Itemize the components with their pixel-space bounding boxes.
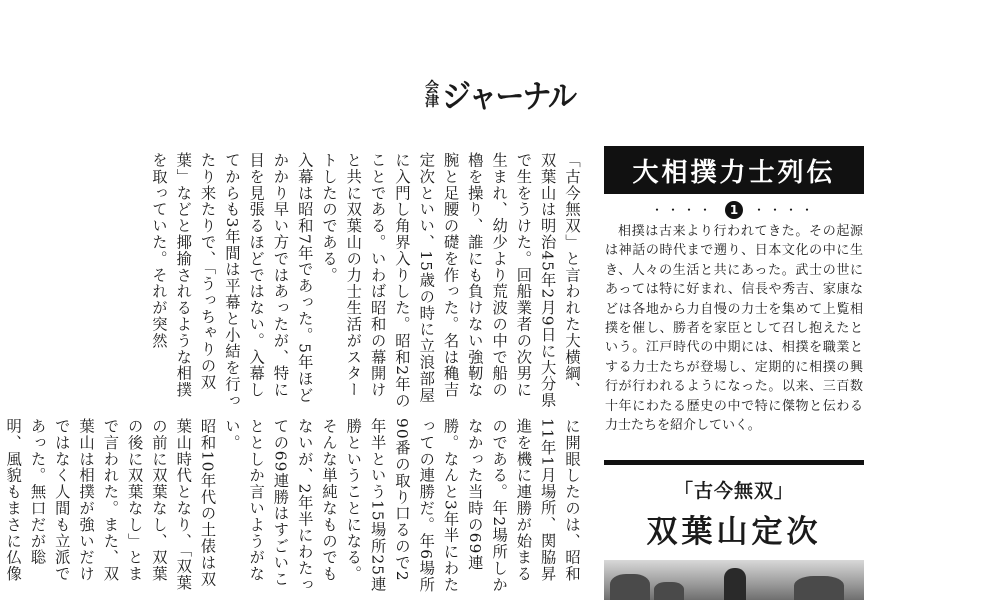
article-paragraph: 「古今無双」と言われた大横綱、双葉山は明治45年2月9日に大分県で生をうけた。回船業者の次男に生まれ、幼少より荒波の中で船の櫓を操り、誰にも負けない強靭な腕と足腰の礎を作った。名は穐吉定次といい、15歳の時に立浪部屋に入門し角界入りした。昭和2年のことである。いわば昭和の幕開けと共に双葉山の力士生活がスタートしたのである。 bbox=[320, 152, 581, 409]
wrestler-photo bbox=[604, 560, 864, 600]
article-body-top bbox=[124, 152, 584, 410]
dots-left: ・・・・ bbox=[650, 203, 715, 217]
series-number-row bbox=[604, 200, 864, 220]
article-paragraph: 昭和10年代の土俵は双葉山時代となり、「双葉の前に双葉なし、双葉の後に双葉なし」とまで言われた。また、双葉山は相撲が強いだけではなく人間も立派であった。無口だが聡明、風貌もまさに仏像 bbox=[4, 418, 217, 591]
masthead-small-top: 会 bbox=[425, 79, 439, 96]
masthead-small-text bbox=[425, 81, 439, 109]
article-body-bottom bbox=[4, 418, 584, 598]
article-paragraph: 入幕は昭和7年であった。5年ほどかかり早い方ではあったが、特に目を見張るほどではない。入幕してからも3年間は平幕と小結を行ったり来たりで、「うっちゃりの双葉」などと揶揄されるような相撲を取っていた。それが突然 bbox=[149, 152, 314, 409]
masthead-small-bottom: 津 bbox=[425, 93, 439, 110]
person-figure bbox=[724, 568, 746, 600]
dots-right: ・・・・ bbox=[753, 203, 818, 217]
wrestler-epithet: 「古今無双」 bbox=[673, 480, 794, 502]
masthead-title: ジャーナル bbox=[442, 77, 575, 115]
divider-rule bbox=[604, 460, 864, 465]
article-paragraph: に開眼したのは、昭和11年1月場所、関脇昇進を機に連勝が始まるのである。年2場所しかなかった当時の69連勝。なんと3年半にわたっての連勝だ。年6場所90番の取り口るので2年半という15場所25連勝ということになる。そんな単純なものでもないが、2年半にわたっての69連勝はすごいこととしか言いようがない。 bbox=[222, 418, 581, 593]
series-intro-text: 相撲は古来より行われてきた。その起源は神話の時代まで遡り、日本文化の中に生き、人々の生活と共にあった。武士の世にあっては特に好まれ、信長や秀吉、家康などは各地から力自慢の力士を集めて上覧相撲を催し、勝者を家臣として召し抱えたという。江戸時代の中期には、相撲を職業とする力士たちが登場し、定期的に相撲の興行が行われるようになった。以来、三百数十年にわたる歴史の中で特に傑物と伝わる力士たちを紹介していく。 bbox=[605, 224, 863, 434]
series-number-badge: 1 bbox=[725, 201, 743, 219]
wrestler-name: 双葉山定次 bbox=[646, 514, 822, 550]
sidebar-column bbox=[604, 146, 864, 550]
series-title: 大相撲力士列伝 bbox=[604, 146, 864, 194]
masthead-logo bbox=[425, 74, 575, 115]
